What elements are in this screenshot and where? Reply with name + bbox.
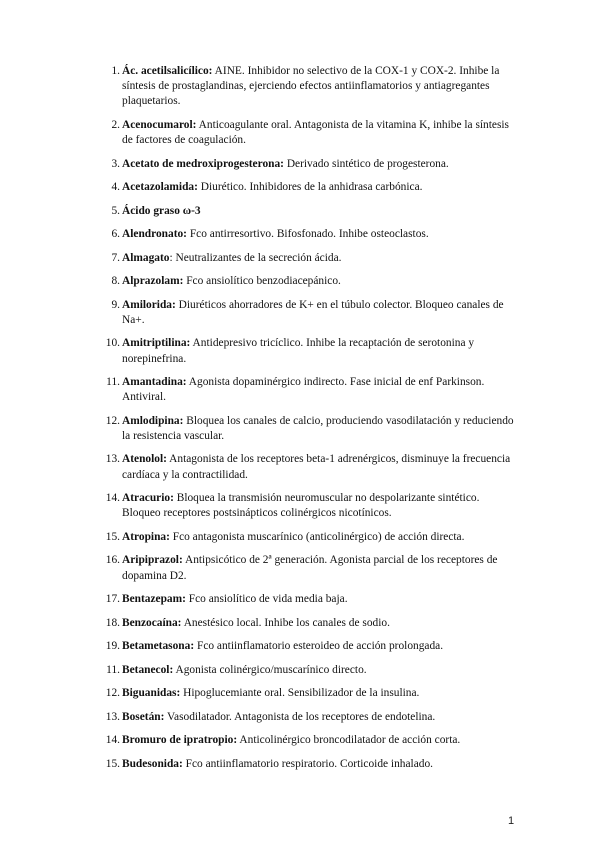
list-item <box>0 592 514 607</box>
list-item-number: 7. <box>111 251 120 264</box>
list-item <box>0 491 514 521</box>
drug-description: Antidepresivo tricíclico. Inhibe la recaptación de serotonina y norepinefrina. <box>122 337 475 365</box>
drug-name: Atropina: <box>122 530 170 543</box>
list-item-number: 5. <box>111 204 120 217</box>
list-item-number: 15. <box>105 757 120 770</box>
drug-name: Amitriptilina: <box>122 337 191 350</box>
drug-description: Fco ansiolítico de vida media baja. <box>185 593 348 606</box>
list-item <box>0 64 514 110</box>
drug-list <box>0 64 600 780</box>
list-item <box>0 274 514 289</box>
drug-name: Biguanidas: <box>122 687 181 700</box>
drug-name: Alendronato: <box>122 228 187 241</box>
list-item-number: 15. <box>105 530 120 543</box>
list-item-number: 14. <box>105 492 120 505</box>
list-item-number: 11. <box>106 376 120 389</box>
list-item-number: 3. <box>111 157 120 170</box>
drug-description: Antagonista de los receptores beta-1 adrenérgicos, disminuye la frecuencia cardíaca y la contractilidad. <box>122 453 511 481</box>
list-item <box>0 616 514 631</box>
list-item <box>0 733 514 748</box>
list-item-number: 13. <box>105 453 120 466</box>
drug-name: Betanecol: <box>122 663 174 676</box>
list-item <box>0 204 514 219</box>
list-item <box>0 553 514 583</box>
list-item <box>0 452 514 482</box>
drug-description: Diuréticos ahorradores de K+ en el túbulo colector. Bloqueo canales de Na+. <box>122 298 504 326</box>
drug-description: Hipoglucemiante oral. Sensibilizador de la insulina. <box>180 687 420 700</box>
drug-description: Fco antagonista muscarínico (anticolinérgico) de acción directa. <box>169 530 465 543</box>
list-item-number: 12. <box>105 687 120 700</box>
list-item <box>0 530 514 545</box>
drug-name: Acetazolamida: <box>122 181 198 194</box>
drug-name: Amantadina: <box>122 376 187 389</box>
list-item-number: 2. <box>111 118 120 131</box>
drug-description: AINE. Inhibidor no selectivo de la COX-1 y COX-2. Inhibe la síntesis de prostaglandinas, ejerciendo efectos antiinflamatorios y antiagregantes plaquetarios. <box>122 65 500 108</box>
list-item <box>0 375 514 405</box>
drug-description: Bloquea la transmisión neuromuscular no despolarizante sintético. Bloqueo receptores postsinápticos colinérgicos nicotínicos. <box>122 492 480 520</box>
drug-description: Bloquea los canales de calcio, produciendo vasodilatación y reduciendo la resistencia vascular. <box>122 414 514 442</box>
drug-name: Alprazolam: <box>122 275 184 288</box>
drug-description: Antipsicótico de 2ª generación. Agonista parcial de los receptores de dopamina D2. <box>122 554 498 582</box>
drug-description: Agonista colinérgico/muscarínico directo. <box>173 663 367 676</box>
list-item <box>0 686 514 701</box>
drug-description: Diurético. Inhibidores de la anhidrasa carbónica. <box>197 181 423 194</box>
list-item-number: 18. <box>105 616 120 629</box>
drug-name: Bosetán: <box>122 710 165 723</box>
drug-name: Ác. acetilsalicílico: <box>122 65 213 77</box>
list-item-number: 9. <box>111 298 120 311</box>
drug-description: Agonista dopaminérgico indirecto. Fase inicial de enf Parkinson. Antiviral. <box>122 376 485 404</box>
drug-description: Anticolinérgico broncodilatador de acción corta. <box>237 734 461 747</box>
list-item <box>0 414 514 444</box>
list-item-number: 6. <box>111 228 120 241</box>
list-item <box>0 663 514 678</box>
list-item-number: 1. <box>111 65 120 77</box>
list-item <box>0 227 514 242</box>
list-item <box>0 336 514 366</box>
list-item-number: 19. <box>105 640 120 653</box>
list-item <box>0 157 514 172</box>
drug-description: Fco antiinflamatorio esteroideo de acción prolongada. <box>194 640 444 653</box>
list-item-number: 10. <box>105 337 120 350</box>
list-item <box>0 298 514 328</box>
drug-description: Vasodilatador. Antagonista de los receptores de endotelina. <box>164 710 436 723</box>
list-item-number: 8. <box>111 275 120 288</box>
drug-name: Atracurio: <box>122 492 174 505</box>
list-item <box>0 710 514 725</box>
page-number: 1 <box>508 815 515 827</box>
list-item-number: 13. <box>105 710 120 723</box>
drug-description: Fco antirresortivo. Bifosfonado. Inhibe osteoclastos. <box>186 228 429 241</box>
drug-name: Bentazepam: <box>122 593 186 606</box>
drug-name: Budesonida: <box>122 757 183 770</box>
drug-description: Fco antiinflamatorio respiratorio. Corticoide inhalado. <box>182 757 433 770</box>
list-item-number: 4. <box>111 181 120 194</box>
list-item <box>0 639 514 654</box>
drug-name: Aripiprazol: <box>122 554 183 567</box>
list-item-number: 11. <box>106 663 120 676</box>
list-item-number: 17. <box>105 593 120 606</box>
list-item <box>0 757 514 772</box>
list-item <box>0 251 514 266</box>
list-item-number: 16. <box>105 554 120 567</box>
list-item-number: 12. <box>105 414 120 427</box>
drug-name: Amilorida: <box>122 298 176 311</box>
drug-name: Acenocumarol: <box>122 118 197 131</box>
drug-name: Amlodipina: <box>122 414 184 427</box>
drug-description: Anticoagulante oral. Antagonista de la vitamina K, inhibe la síntesis de factores de coagulación. <box>122 118 509 147</box>
drug-description: Fco ansiolítico benzodiacepánico. <box>183 275 341 288</box>
list-item <box>0 180 514 195</box>
list-item-number: 14. <box>105 734 120 747</box>
drug-name: Atenolol: <box>122 453 167 466</box>
drug-name: Ácido graso ω-3 <box>122 204 201 217</box>
drug-name: Betametasona: <box>122 640 195 653</box>
drug-name: Almagato <box>122 251 170 264</box>
list-item <box>0 118 514 148</box>
drug-description: Derivado sintético de progesterona. <box>283 157 449 170</box>
drug-description: Anestésico local. Inhibe los canales de sodio. <box>181 616 390 629</box>
drug-name: Acetato de medroxiprogesterona: <box>122 157 284 170</box>
drug-name: Bromuro de ipratropio: <box>122 734 238 747</box>
drug-description: : Neutralizantes de la secreción ácida. <box>169 251 342 264</box>
drug-name: Benzocaína: <box>122 616 182 629</box>
